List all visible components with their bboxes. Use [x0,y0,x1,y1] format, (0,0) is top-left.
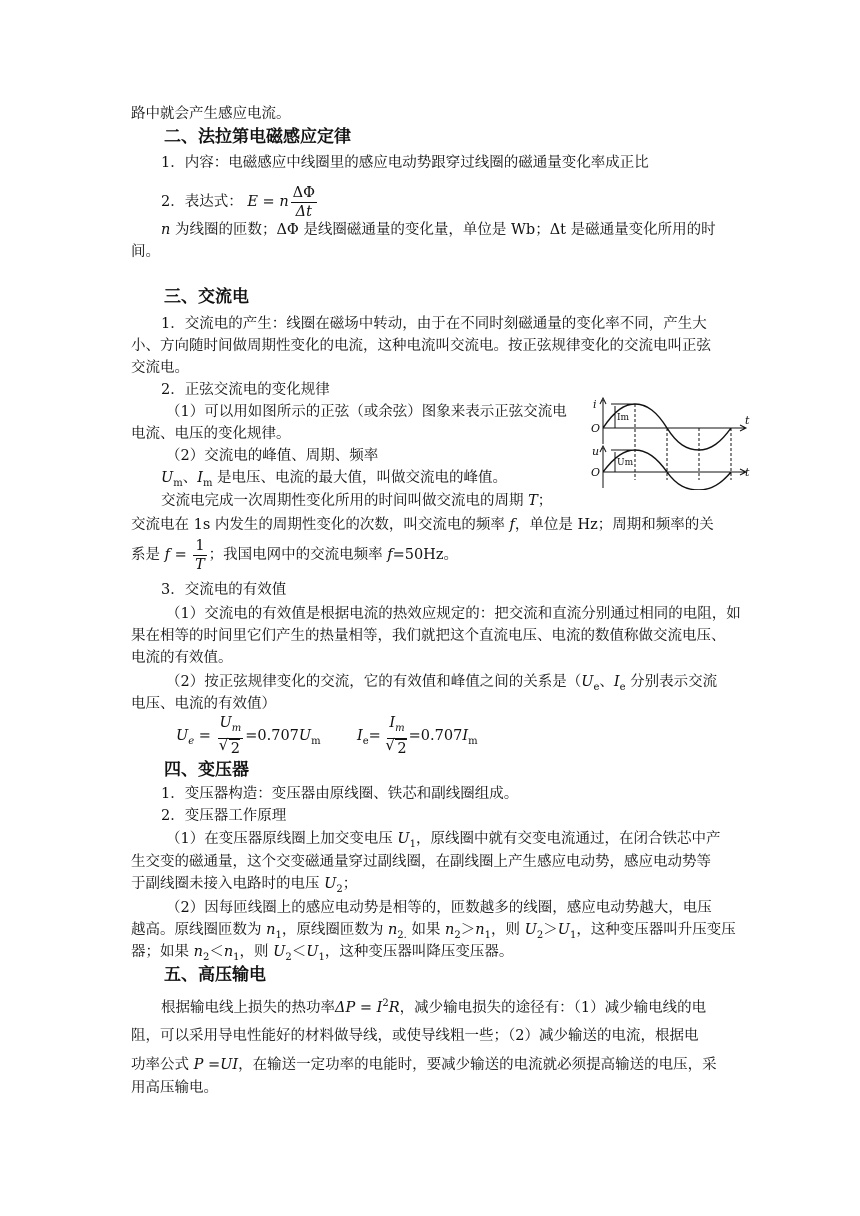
section-2-explain-line1: n 为线圈的匝数；ΔΦ 是线圈磁通量的变化量，单位是 Wb；Δt 是磁通量变化所用的时 [161,222,716,238]
section-4-p2-1-line1: （1）在变压器原线圈上加交变电压 $U_1$，原线圈中就有交变电流通过，在闭合铁芯中产 [166,831,721,850]
section-4-p2-2-line1: （2）因每匝线圈上的感应电动势是相等的，匝数越多的线圈，感应电动势越大，电压 [166,900,712,916]
effective-voltage-formula: $U_e$ = $U_m$ √ 2 $=0.707U_m$ [176,714,321,758]
section-3-title: 三、交流电 [164,287,249,307]
formula-fraction: $\frac{\Delta\Phi}{\Delta t}$ [292,184,316,220]
section-3-p3-2-line1: （2）按正弦规律变化的交流，它的有效值和峰值之间的关系是（$U_e$、$I_e$ 分别表示交流 [166,674,718,693]
figure-u-label: u [592,445,600,458]
section-4-p2-1-line3: 于副线圈未接入电路时的电压 $U_2$； [131,876,358,895]
section-2-item-1: 1．内容：电磁感应中线圈里的感应电动势跟穿过线圈的磁通量变化率成正比 [161,155,649,171]
figure-t-label-bottom: t [745,466,750,479]
section-5-line3: 功率公式 P =UI，在输送一定功率的电能时，要减少输送的电流就必须提高输送的电压，采 [131,1057,717,1073]
effective-current-formula: $I_e=$ $I_m$ √ 2 $=0.707I_m$ [357,714,478,758]
section-3-p3-2-line2: 电压、电流的有效值） [131,696,276,712]
section-3-p3: 3．交流电的有效值 [161,582,287,598]
section-3-p3-1-line2: 果在相等的时间里它们产生的热量相等，我们就把这个直流电压、电流的数值称做交流电压、 [131,628,726,644]
section-3-period-line2: 交流电在 1s 内发生的周期性变化的次数，叫交流电的频率 f，单位是 Hz；周期和频率的关 [131,517,714,533]
section-3-p2-2: （2）交流电的峰值、周期、频率 [166,448,379,464]
section-3-p3-1-line1: （1）交流电的有效值是根据电流的热效应规定的：把交流和直流分别通过相同的电阻，如 [166,606,741,622]
sine-wave-figure [585,392,755,490]
section-4-p2-1-line2: 生交变的磁通量，这个交变磁通量穿过副线圈，在副线圈上产生感应电动势，感应电动势等 [131,854,711,870]
section-3-peak-line: $U_m$、$I_m$ 是电压、电流的最大值，叫做交流电的峰值。 [161,470,508,489]
section-3-p1-line2: 小、方向随时间做周期性变化的电流，这种电流叫交流电。按正弦规律变化的交流电叫正弦 [131,338,711,354]
section-3-p2-1-line2: 电流、电压的变化规律。 [131,426,291,442]
section-4-title: 四、变压器 [164,760,249,780]
section-3-p2: 2．正弦交流电的变化规律 [161,382,330,398]
figure-im-label: Im [617,413,630,423]
figure-t-label-top: t [745,414,750,427]
section-3-relation: 系是 f = $\frac{1}{T}$ ；我国电网中的交流电频率 f=50Hz。 [131,537,458,573]
section-3-p1-line1: 1．交流电的产生：线圈在磁场中转动，由于在不同时刻磁通量的变化率不同，产生大 [161,316,707,332]
figure-i-label: i [593,398,597,411]
section-4-p2: 2．变压器工作原理 [161,808,287,824]
section-4-p2-2-line3: 器；如果 $n_2<n_1$，则 $U_2<U_1$，这种变压器叫降压变压器。 [131,944,514,963]
section-4-p1: 1．变压器构造：变压器由原线圈、铁芯和副线圈组成。 [161,786,519,802]
figure-o-label-top: O [591,422,601,435]
section-5-line4: 用高压输电。 [131,1080,218,1096]
figure-o-label-bottom: O [591,466,601,479]
section-5-line2: 阻，可以采用导电性能好的材料做导线，或使导线粗一些；（2）减少输送的电流，根据电 [131,1028,699,1044]
section-2-item-2: 2．表达式： E = n $\frac{\Delta\Phi}{\Delta t}$ [161,184,316,220]
formula-e: E [247,194,258,210]
section-3-period-line1: 交流电完成一次周期性变化所用的时间叫做交流电的周期 T； [161,493,553,509]
section-2-explain-line2: 间。 [131,244,160,260]
intro-tail: 路中就会产生感应电流。 [131,106,291,122]
section-5-title: 五、高压输电 [164,965,266,985]
figure-um-label: Um [617,458,634,468]
section-2-title: 二、法拉第电磁感应定律 [164,127,351,147]
section-3-p3-1-line3: 电流的有效值。 [131,650,233,666]
section-4-p2-2-line2: 越高。原线圈匝数为 $n_1$，原线圈匝数为 $n_{2.}$ 如果 $n_2>n_1$，则 $U_2>U_1$，这种变压器叫升压变压 [131,922,736,941]
section-5-line1: 根据输电线上损失的热功率$\Delta P = I^2R$，减少输电损失的途径有：（1）减少输电线的电 [161,998,707,1016]
section-3-p1-line3: 交流电。 [131,360,189,376]
section-3-p2-1-line1: （1）可以用如图所示的正弦（或余弦）图象来表示正弦交流电 [166,404,567,420]
